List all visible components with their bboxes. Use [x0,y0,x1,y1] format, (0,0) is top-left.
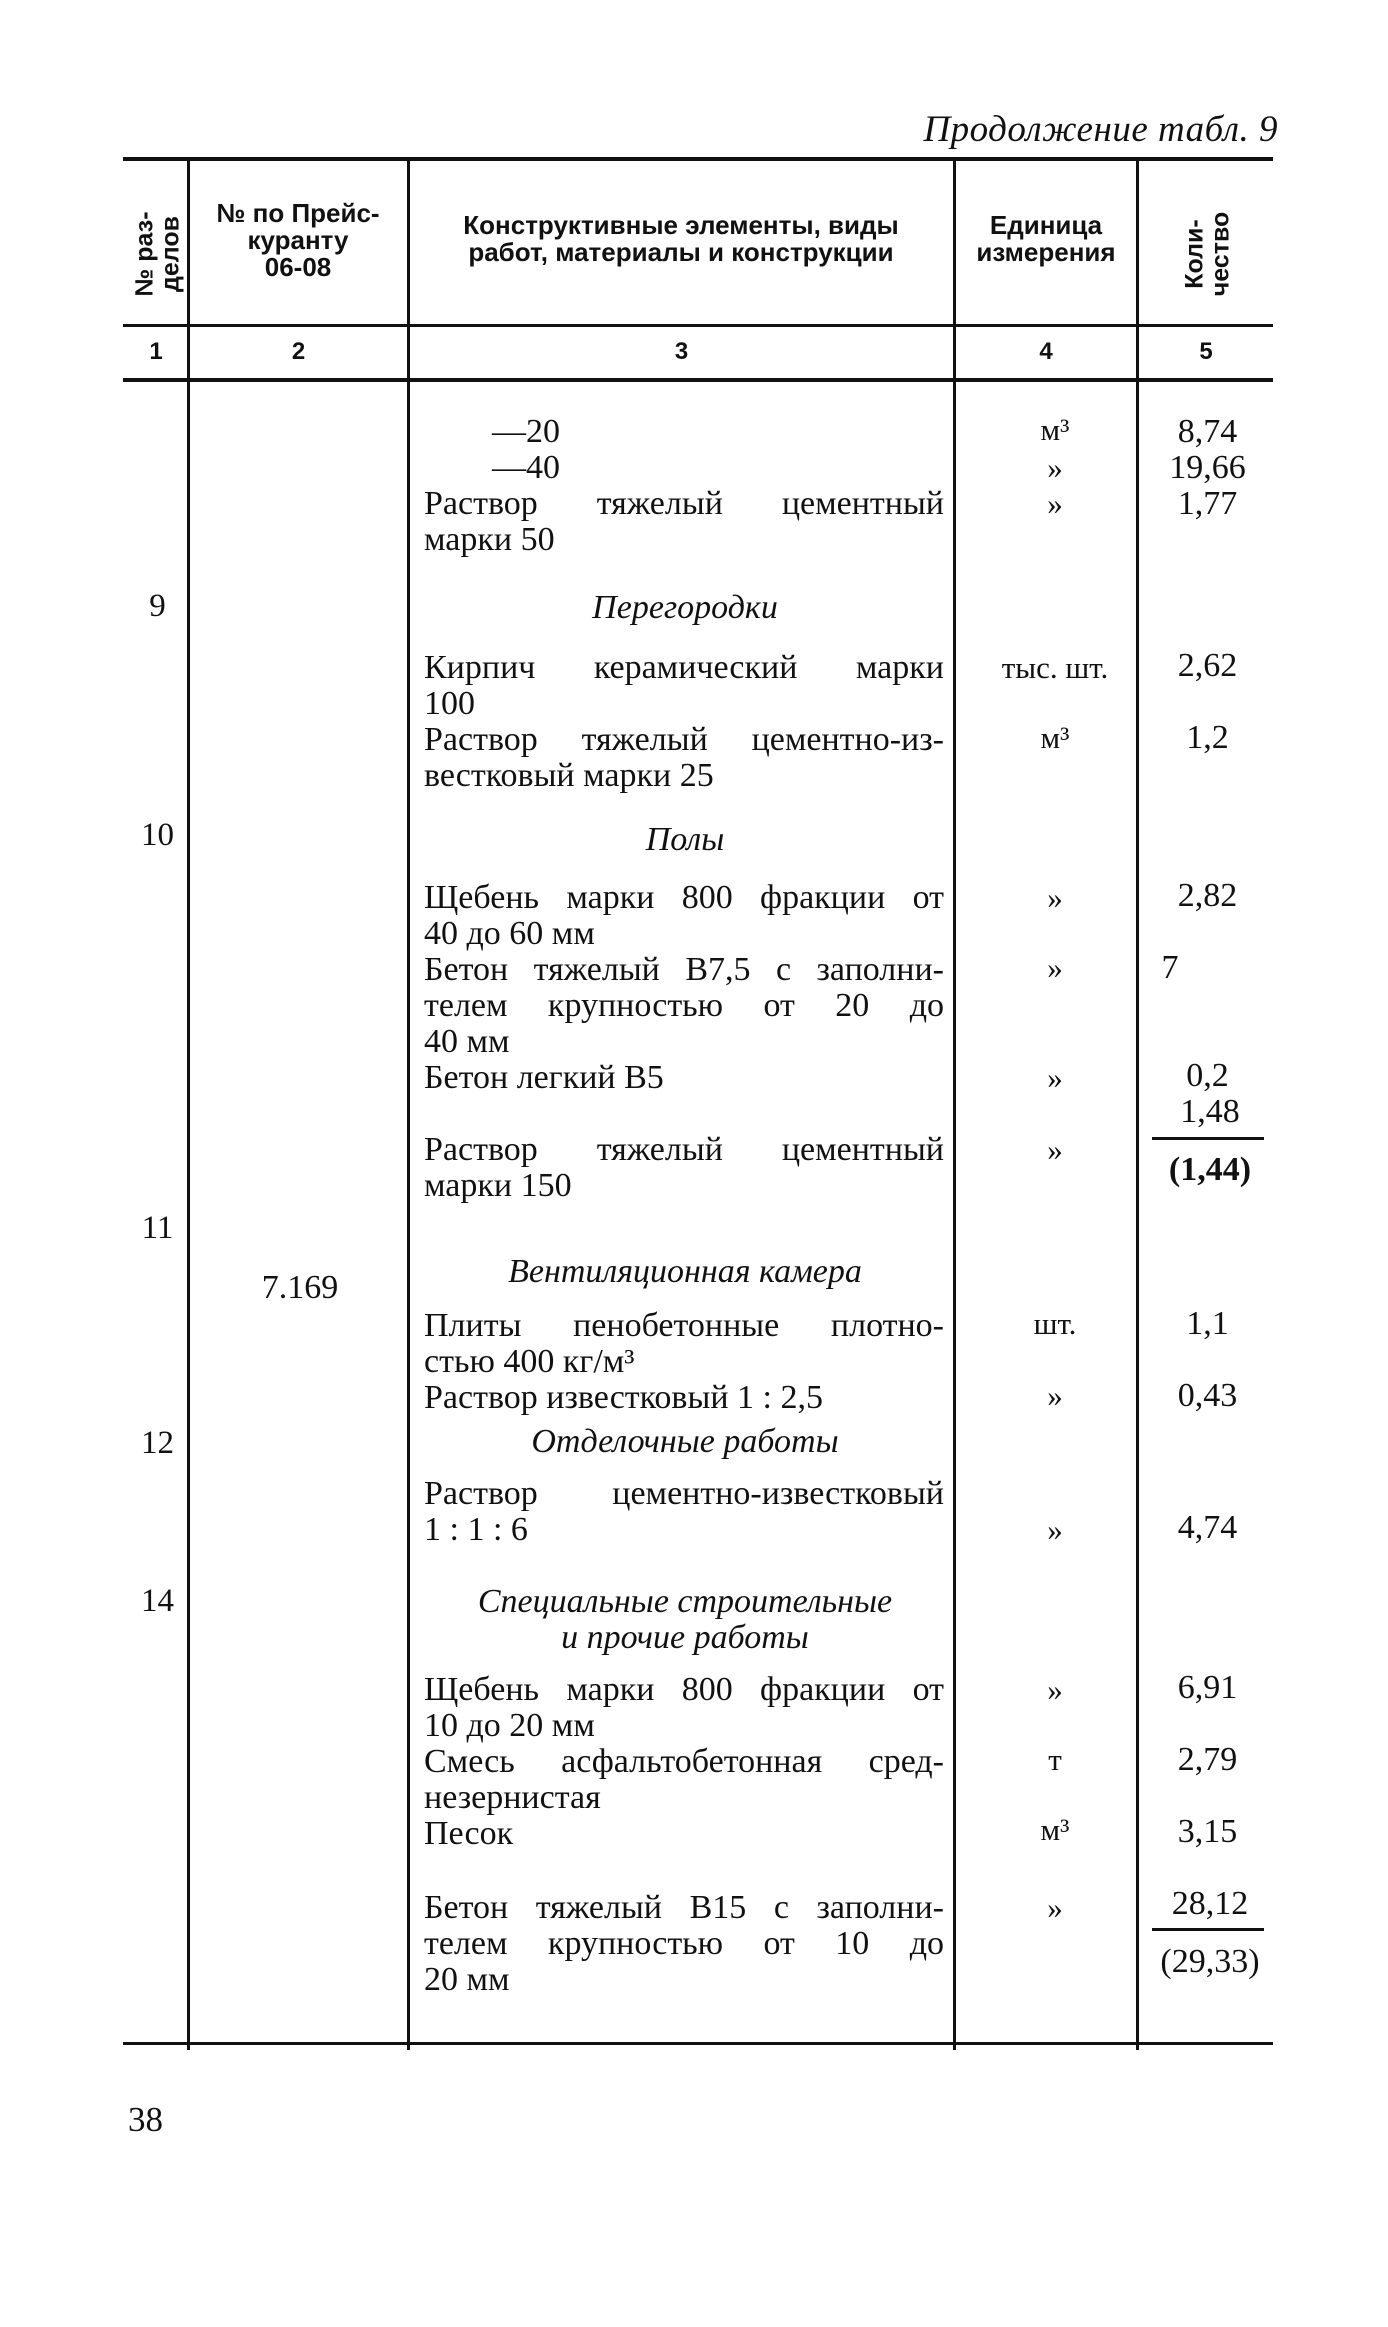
col-number-1: 1 [149,338,163,365]
col-number-3: 3 [674,338,689,365]
numbers-bottom-rule [123,378,1273,382]
fraction-bar [1152,1137,1264,1140]
row-unit: » [1047,1378,1063,1413]
row-unit: м³ [1040,720,1070,755]
section-number-14: 14 [141,1583,174,1619]
row-desc: стью 400 кг/м³ [424,1343,635,1380]
row-qty: 1,1 [1186,1305,1229,1342]
section-title: Полы [645,821,725,858]
header-col1 [132,192,184,317]
section-title: Отделочные работы [531,1423,839,1460]
row-unit: » [1047,1132,1063,1167]
row-desc: 10 до 20 мм [424,1707,595,1744]
row-desc: телем крупностью от 20 до [424,987,944,1024]
row-desc: Раствор известковый 1 : 2,5 [424,1379,823,1416]
row-qty: 2,79 [1177,1741,1238,1778]
row-qty: 4,74 [1177,1509,1238,1546]
row-unit: » [1047,1672,1063,1707]
row-qty: 19,66 [1169,449,1246,486]
row-unit: м³ [1040,412,1070,447]
row-desc: Раствор тяжелый цементно-из- [424,721,944,758]
row-qty: 2,82 [1177,877,1238,914]
row-qty: 2,62 [1177,647,1238,684]
row-desc: —40 [492,449,560,486]
row-desc: Бетон легкий В5 [424,1059,664,1096]
row-unit: » [1047,880,1063,915]
row-desc: 20 мм [424,1961,510,1998]
row-desc: незернистая [424,1779,601,1816]
row-desc: телем крупностью от 10 до [424,1925,944,1962]
header-col3: Конструктивные элементы, виды работ, материалы и конструкции [463,210,899,267]
row-qty: 0,43 [1177,1377,1238,1414]
row-desc: Раствор тяжелый цементный [424,485,944,522]
section-number-10: 10 [141,817,174,853]
row-desc: вестковый марки 25 [424,757,714,794]
row-qty-numerator: 1,48 [1180,1093,1240,1130]
section-number-11: 11 [141,1210,174,1246]
row-desc: —20 [492,413,560,450]
price-list-ref: 7.169 [261,1269,339,1306]
row-desc: Бетон тяжелый В15 с заполни- [424,1889,944,1926]
row-unit: » [1047,1890,1063,1925]
row-qty-numerator: 28,12 [1171,1885,1249,1922]
section-title: Специальные строительные [477,1583,893,1620]
section-number-9: 9 [149,588,166,624]
row-unit: » [1047,450,1063,485]
section-title: и прочие работы [561,1619,809,1656]
row-desc: Кирпич керамический марки [424,649,944,686]
header-col2: № по Прейс- куранту 06-08 [216,198,380,282]
row-unit: » [1047,486,1063,521]
row-desc: 40 до 60 мм [424,915,595,952]
page-number: 38 [128,2100,163,2139]
col-divider-1 [187,160,190,2050]
section-title: Вентиляционная камера [508,1253,862,1290]
row-desc: Щебень марки 800 фракции от [424,1671,944,1708]
row-unit: шт. [1033,1306,1077,1341]
table-top-rule [123,157,1273,161]
col-divider-3 [953,160,956,2050]
row-desc: Песок [424,1815,514,1852]
header-col4: Единица измерения [976,210,1116,267]
row-unit: » [1047,950,1063,985]
table-caption: Продолжение табл. 9 [923,109,1278,150]
row-qty: 1,2 [1186,719,1229,756]
fraction-bar [1152,1928,1264,1931]
row-qty: 1,77 [1177,485,1238,522]
row-unit: тыс. шт. [1001,650,1109,685]
header-col5-text: Коли- чество [1180,211,1235,297]
header-col1-text: № раз- делов [130,211,185,297]
col-divider-2 [407,160,410,2050]
col-number-4: 4 [1039,338,1053,365]
row-desc: 40 мм [424,1023,510,1060]
row-desc: марки 50 [424,521,555,558]
row-desc: Бетон тяжелый В7,5 с заполни- [424,951,944,988]
row-desc: 100 [424,685,475,722]
row-qty: 0,2 [1186,1057,1229,1094]
row-desc: марки 150 [424,1167,572,1204]
row-qty: 7 [1161,949,1179,986]
col-number-2: 2 [291,338,306,365]
row-qty: 6,91 [1177,1669,1238,1706]
table-bottom-rule [123,2042,1273,2045]
section-title: Перегородки [592,589,778,626]
row-qty-denominator: (29,33) [1160,1943,1260,1980]
row-desc: 1 : 1 : 6 [424,1511,528,1548]
row-desc: Щебень марки 800 фракции от [424,879,944,916]
row-desc: Раствор тяжелый цементный [424,1131,944,1168]
row-unit: » [1047,1060,1063,1095]
row-desc: Раствор цементно-известковый [424,1475,944,1512]
row-qty: 8,74 [1177,413,1238,450]
row-desc: Плиты пенобетонные плотно- [424,1307,944,1344]
col-number-5: 5 [1199,338,1213,365]
header-col5 [1182,187,1234,322]
row-unit: » [1047,1512,1063,1547]
row-desc: Смесь асфальтобетонная сред- [424,1743,944,1780]
row-unit: м³ [1040,1812,1070,1847]
section-number-12: 12 [141,1425,174,1461]
row-qty-denominator: (1,44) [1168,1151,1252,1188]
col-divider-4 [1136,160,1139,2050]
header-bottom-rule [123,324,1273,327]
row-unit: т [1048,1742,1062,1777]
row-qty: 3,15 [1177,1813,1238,1850]
